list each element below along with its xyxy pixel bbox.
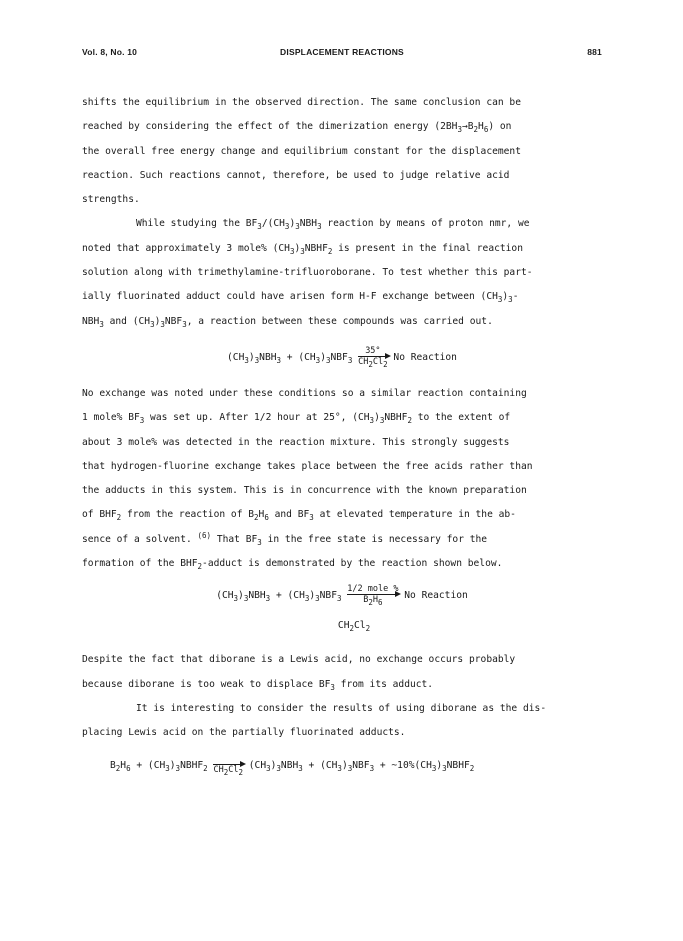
eq1-result: No Reaction [393, 351, 457, 363]
text-line: Despite the fact that diborane is a Lewis acid, no exchange occurs probably [82, 654, 516, 666]
text-line: While studying the $BF_3/(CH_3)_3NBH_3$ reaction by means of proton nmr, we [136, 218, 530, 232]
page-number: 881 [587, 47, 602, 57]
text-line: reached by considering the effect of the dimerization energy $(2BH_3\to B_2H_6)$ on [82, 121, 512, 135]
text-line: 1 mole% $BF_3$ was set up. After 1/2 hour at 25°, $(CH_3)_3NBHF_2$ to the extent of [82, 412, 511, 426]
text-line: the adducts in this system. This is in concurrence with the known preparation [82, 485, 527, 497]
text-line: shifts the equilibrium in the observed direction. The same conclusion can be [82, 97, 521, 108]
arrow-solvent: $CH_2Cl_2$ [213, 764, 243, 777]
body-text [82, 91, 602, 786]
reaction-arrow [358, 347, 388, 367]
text-line: because diborane is too weak to displace $BF_3$ from its adduct. [82, 678, 434, 692]
eq3-tail-percent: ~10% [391, 759, 415, 771]
text-line: the overall free energy change and equilibrium constant for the displacement [82, 145, 521, 157]
equation-1: $(CH_3)_3NBH_3 + (CH_3)_3NBF_3$ $\frac{35^\circ}{CH_2Cl_2}$ No Reaction [227, 345, 457, 369]
reaction-arrow [347, 584, 399, 608]
text-line: about 3 mole% was detected in the reaction mixture. This strongly suggests [82, 436, 510, 448]
text-line: solution along with trimethylamine-trifluoroborane. To test whether this part- [82, 267, 533, 279]
equation-3: $B_2H_6$ + $(CH_3)_3NBHF_2$ $CH_2Cl_2$ $(CH_3)_3NBH_3 + (CH_3)_3NBF_3$ + $\sim 10\%(CH_3)_3NBHF_2$ [82, 746, 602, 786]
text-line: sence of a solvent. $^{(6)}$ That $BF_3$ in the free state is necessary for the [82, 530, 488, 547]
text-line: noted that approximately 3 mole% $(CH_3)_3NBHF_2$ is present in the final reaction [82, 242, 523, 256]
reaction-arrow [213, 755, 243, 775]
arrow-condition-amount: 1/2 mole % [347, 584, 399, 595]
equation-2-solvent: $CH_2Cl_2$ [337, 620, 371, 634]
text-line: reaction. Such reactions cannot, therefore, be used to judge relative acid [82, 169, 510, 181]
text-line: ially fluorinated adduct could have arisen form H-F exchange between $(CH_3)_3-$ [82, 291, 519, 305]
equation-2: $(CH_3)_3NBH_3 + (CH_3)_3NBF_3$ 1/2 mole % $B_2H_6$ No Reaction [216, 584, 468, 608]
volume-label: Vol. 8, No. 10 [82, 47, 138, 57]
running-title: DISPLACEMENT REACTIONS [280, 47, 404, 57]
arrow-reagent: $B_2H_6$ [347, 594, 398, 605]
text-line: formation of the $BHF_2$-adduct is demonstrated by the reaction shown below. [82, 558, 503, 572]
text-line: placing Lewis acid on the partially fluorinated adducts. [82, 727, 406, 739]
text-line: that hydrogen-fluorine exchange takes place between the free acids rather than [82, 460, 533, 472]
text-line: strengths. [82, 194, 140, 206]
arrow-condition-temp: 35° [365, 345, 381, 356]
arrow-solvent: $CH_2Cl_2$ [358, 356, 388, 369]
text-line: It is interesting to consider the results of using diborane as the dis- [136, 702, 547, 714]
text-line: No exchange was noted under these conditions so a similar reaction containing [82, 387, 527, 399]
text-line: of $BHF_2$ from the reaction of $B_2H_6$ and $BF_3$ at elevated temperature in the ab- [82, 509, 516, 523]
text-line: $NBH_3$ and $(CH_3)_3NBF_3$, a reaction between these compounds was carried out. [82, 315, 493, 329]
eq2-result: No Reaction [404, 590, 468, 602]
